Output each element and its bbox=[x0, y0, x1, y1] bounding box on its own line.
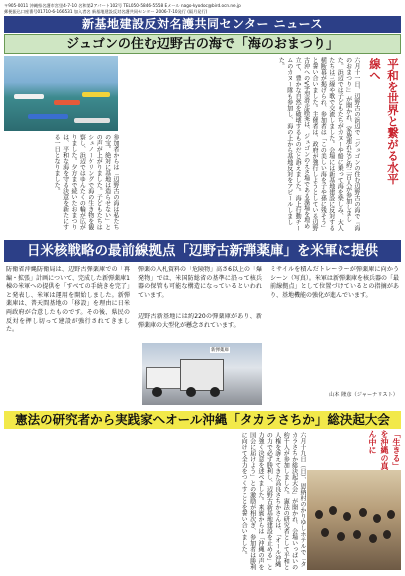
article2-column-1: 防衛省沖縄防衛局は、辺野古弾薬庫での「再編・拡張」計画について、完成した新弾薬庫1棟の米軍への提供を「すべての手続きを完了」と発表し、米軍は運用を開始しました。新弾薬庫は、普天間基地の「移設」を理由に日米両政府が合意したものです。その後、県民の反対を押し切って建設が強行されてきました。 bbox=[6, 266, 130, 334]
photo-caption-label: 新弾薬庫 bbox=[211, 348, 229, 353]
rally-crowd-photo bbox=[307, 470, 401, 570]
postal-account-line: 郵便振込口座番号01710-6-166531 加入者名 新基地建設反対名護共同センター 2006-7-10発行 (隔月発行) bbox=[4, 9, 208, 14]
article1-body: 六月十一日、辺野古の浜辺で「ジュゴンの住む辺野古の海で『海のおまつり』」が開かれ、家族連れなど約二百人が参加しました。浜辺では子どもたちがカヌーや船に乗って海を楽しみ、大人たちは三線や歌で交流しました。会場には新基地建設に反対する横断幕が掲げられ、参加者は「この美しい海を子や孫に残そう」と誓い合いました。主催者は、政府が強行しようとしている辺野古沖へのV字型滑走路案は、ジュゴンのえさ場である藻場を埋め立て、豊かな自然を破壊するものだと訴えました。海上行動チームのカヌー隊も参加し、海の上から基地反対をアピールしました。 bbox=[277, 57, 360, 231]
article2-credit: 山本 隆彦（ジャーナリスト） bbox=[329, 392, 398, 398]
article1-headline: ジュゴンの住む辺野古の海で「海のおまつり」 bbox=[4, 34, 401, 54]
missile-trailer-photo bbox=[142, 343, 262, 405]
article2-headline: 日米核戦略の最前線拠点「辺野古新弾薬庫」を米軍に提供 bbox=[4, 240, 401, 262]
contact-line: 〒905-0011 沖縄県名護市宮里4-7-10 名和第2アパート102号 TEL050-5846-5558 Eメール nago-kyodoc@bird.ocn.ne.jp bbox=[4, 3, 241, 8]
article1-body-continued: 参加者からは「辺野古の海は私たちの宝。絶対に基地は造らせない」との声が上がりました。子どもたちはシュノーケリングで海の生き物を観察し、浜辺ではゆんたくの輪が広がりました。夕方まで続いたおまつりは、平和な海を守る決意を新たにする一日となりました。 bbox=[53, 134, 119, 230]
article3-headline: 憲法の研究者から実践家へオール沖縄「タカラさちか」総決起大会 bbox=[4, 411, 401, 429]
article2-column-3: ミサイルを積んだトレーラーが弾薬庫に向かうシーン（写真）。米軍は新弾薬庫を核兵器の「最前線拠点」として位置づけているとの指摘があり、基地機能の強化が進んでいます。 bbox=[270, 266, 399, 299]
newsletter-header bbox=[4, 3, 401, 33]
newsletter-title: 新基地建設反対名護共同センター ニュース bbox=[4, 16, 401, 33]
article3-kicker: 「生きる」を沖縄の真ん中に bbox=[368, 430, 401, 470]
article2-column-2-continued: 辺野古新基地には約220の弾薬庫があり、新弾薬庫の大型化が懸念されています。 bbox=[138, 313, 262, 329]
article1-kicker: 平和を世界と繋がる水平線へ bbox=[368, 58, 400, 185]
festival-beach-photo bbox=[4, 56, 118, 131]
article2-column-2: 弾薬の入札資料の「危険物」高さ6以上の「爆発物」では、米国防総省の基準に沿って核兵器の保管も可能な構造になっているといわれています。 bbox=[138, 266, 262, 299]
article3-body: 六月十九日（日）、恩納村のかりゆしホテルで「タカラさちか総決起大会」が開かれ、会場いっぱいの約千人が参加しました。憲法の研究者として平和と人権を訴えてきた高良さちかさんは、「オール沖縄の力で必ず勝利し、辺野古新基地建設を止める」と力強く決意を述べました。来賓からは「沖縄の声を国会に届けよう」との激励が相次ぎ、参加者は勝利に向けて全力をつくすことを誓い合いました。 bbox=[240, 432, 306, 570]
